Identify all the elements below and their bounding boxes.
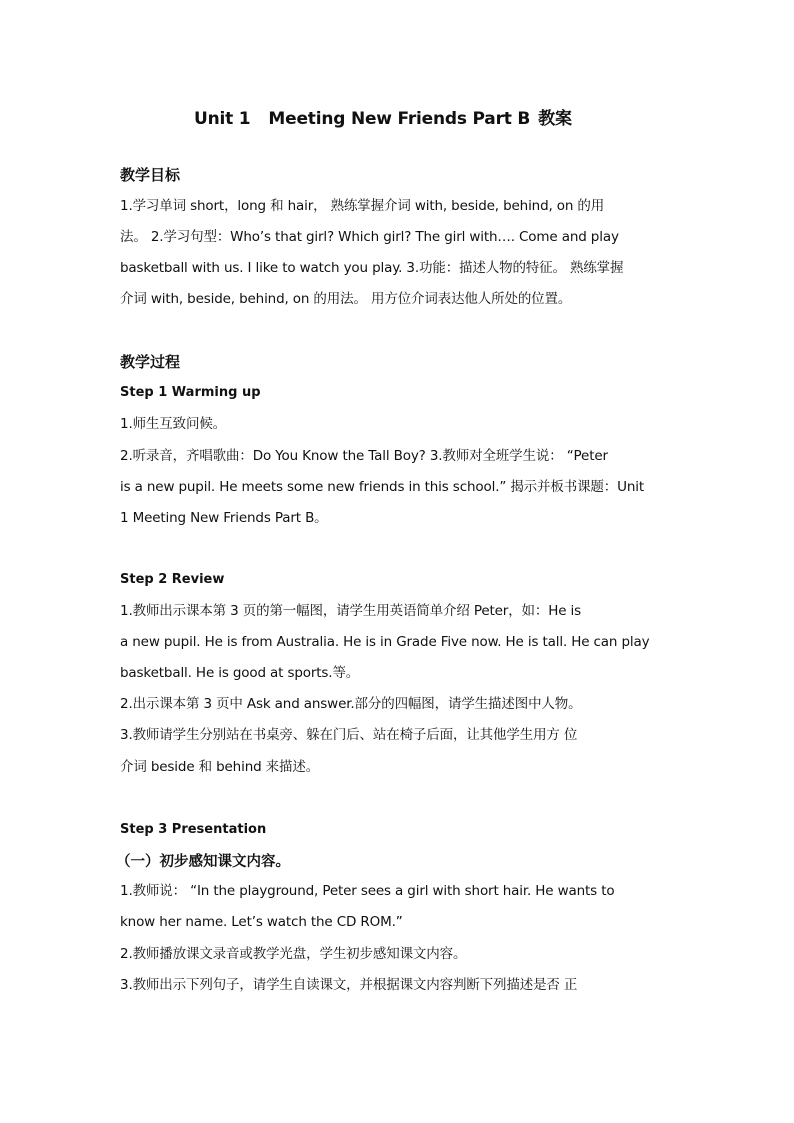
step1-heading: Step 1 Warming up <box>120 385 261 400</box>
step3-line: 2.教师播放课文录音或教学光盘，学生初步感知课文内容。 <box>120 946 467 962</box>
step3-subheading: （一）初步感知课文内容。 <box>116 854 290 870</box>
title-unit: Unit 1 <box>194 109 251 129</box>
step1-line: 1.师生互致问候。 <box>120 416 227 432</box>
step2-line: 介词 beside 和 behind 来描述。 <box>120 759 320 775</box>
step2-line: 1.教师出示课本第 3 页的第一幅图，请学生用英语简单介绍 Peter，如：He is <box>120 603 582 619</box>
step2-line: 2.出示课本第 3 页中 Ask and answer.部分的四幅图，请学生描述图中人物。 <box>120 696 582 712</box>
step2-heading: Step 2 Review <box>120 572 225 587</box>
step3-line: 3.教师出示下列句子，请学生自读课文，并根据课文内容判断下列描述是否 正 <box>120 977 578 993</box>
objectives-line: 介词 with, beside, behind, on 的用法。 用方位介词表达他人所处的位置。 <box>120 291 572 307</box>
step2-line: 3.教师请学生分别站在书桌旁、躲在门后、站在椅子后面，让其他学生用方 位 <box>120 727 578 743</box>
objectives-line: 1.学习单词 short，long 和 hair， 熟练掌握介词 with, beside, behind, on 的用 <box>120 198 605 214</box>
step3-line: 1.教师说： “In the playground, Peter sees a girl with short hair. He wants to <box>120 883 615 899</box>
process-heading: 教学过程 <box>120 353 181 371</box>
title-suffix: 教案 <box>538 109 572 129</box>
page-title <box>194 104 572 129</box>
step1-line: 2.听录音，齐唱歌曲：Do You Know the Tall Boy? 3.教师对全班学生说： “Peter <box>120 448 608 464</box>
step2-line: a new pupil. He is from Australia. He is in Grade Five now. He is tall. He can play <box>120 634 650 650</box>
step3-heading: Step 3 Presentation <box>120 822 267 837</box>
step2-line: basketball. He is good at sports.等。 <box>120 665 360 681</box>
title-name: Meeting New Friends Part B <box>268 109 531 129</box>
step3-line: know her name. Let’s watch the CD ROM.” <box>120 914 403 930</box>
step1-line: 1 Meeting New Friends Part B。 <box>120 510 328 526</box>
objectives-line: 法。 2.学习句型：Who’s that girl? Which girl? The girl with…. Come and play <box>120 229 619 245</box>
objectives-heading: 教学目标 <box>120 166 181 184</box>
objectives-line: basketball with us. I like to watch you play. 3.功能：描述人物的特征。 熟练掌握 <box>120 260 624 276</box>
step1-line: is a new pupil. He meets some new friends in this school.” 揭示并板书课题：Unit <box>120 479 644 495</box>
